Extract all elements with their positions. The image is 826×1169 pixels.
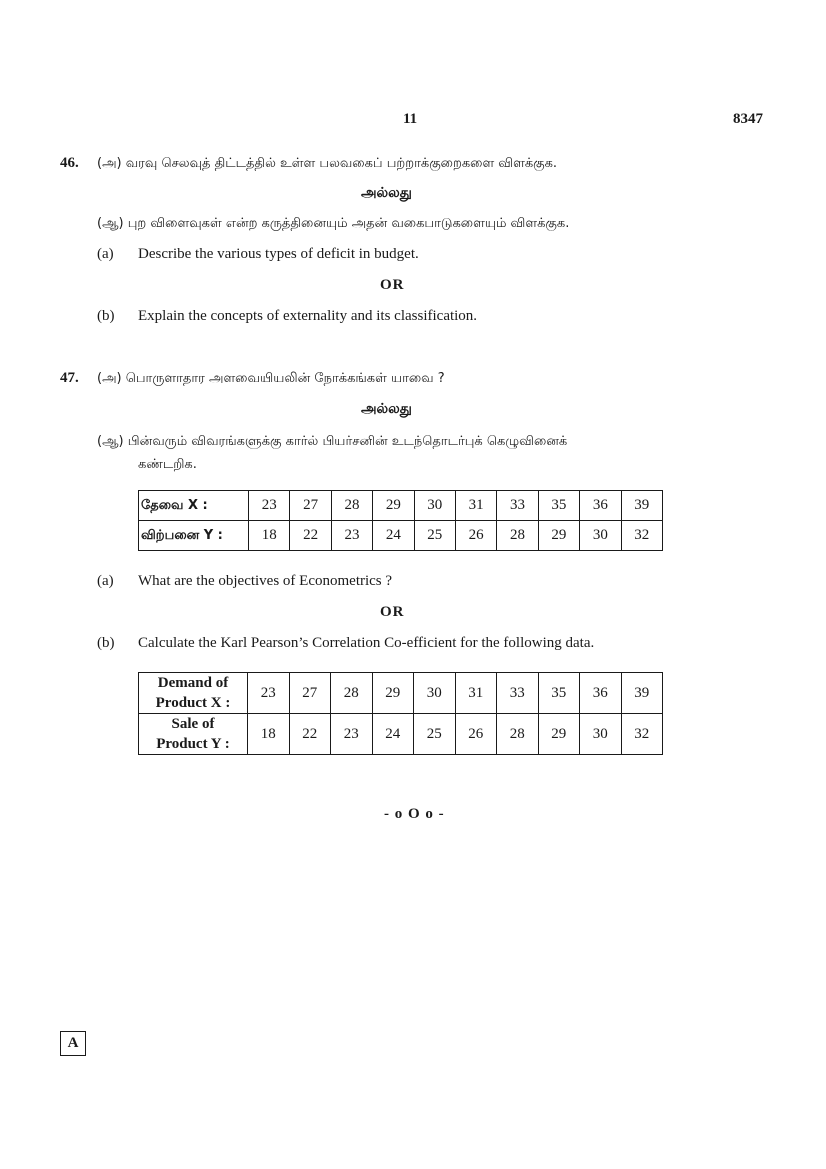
header-line: Product X : [155,695,231,711]
header-line: Sale of [171,716,215,732]
row-header-sales: விற்பனை Y : [139,521,249,551]
table-cell: 18 [248,714,290,755]
q47-english-a-label: (a) [97,573,114,589]
table-row [139,491,663,521]
q46-english-or: OR [380,277,405,293]
paper-code: 8347 [733,111,763,127]
option-label: (ஆ) [97,434,124,449]
q46-english-option-a: Describe the various types of deficit in budget. [138,246,419,262]
table-cell: 26 [455,714,497,755]
q47-english-or: OR [380,604,405,620]
page-number: 11 [403,111,418,127]
row-header-demand [139,673,248,714]
table-cell: 30 [580,521,621,551]
table-cell: 39 [621,673,663,714]
table-row [139,673,663,714]
table-cell: 28 [497,521,538,551]
option-text: பின்வரும் விவரங்களுக்கு கார்ல் பியர்சனின் உடந்தொடர்புக் கெழுவினைக் [127,434,568,449]
table-cell: 36 [580,673,622,714]
table-cell: 36 [580,491,621,521]
table-cell: 28 [497,714,539,755]
q47-tamil-or: அல்லது [361,401,412,417]
tamil-data-table [138,490,663,551]
q47-tamil-option-a [97,371,445,387]
table-cell: 22 [289,714,331,755]
table-cell: 27 [289,673,331,714]
table-cell: 30 [580,714,622,755]
option-text: பொருளாதார அளவையியலின் நோக்கங்கள் யாவை ? [125,371,445,386]
table-cell: 23 [331,521,372,551]
table-cell: 33 [497,673,539,714]
table-cell: 30 [414,491,455,521]
table-row [139,714,663,755]
table-cell: 31 [455,673,497,714]
option-label: (அ) [97,371,122,386]
end-of-paper-mark: - o O o - [384,806,445,822]
q47-english-b-label: (b) [97,635,115,651]
table-cell: 25 [414,714,456,755]
table-cell: 29 [372,673,414,714]
header-line: Demand of [157,675,229,691]
q47-english-option-b: Calculate the Karl Pearson’s Correlation Co-efficient for the following data. [138,635,595,651]
table-cell: 31 [455,491,496,521]
option-label: (ஆ) [97,216,124,231]
table-cell: 24 [373,521,414,551]
table-cell: 25 [414,521,455,551]
table-cell: 30 [414,673,456,714]
question-number-46: 46. [60,155,79,171]
table-row [139,521,663,551]
option-label: (அ) [97,156,122,171]
row-header-demand: தேவை X : [139,491,249,521]
table-cell: 29 [373,491,414,521]
option-text: புற விளைவுகள் என்ற கருத்தினையும் அதன் வகைபாடுகளையும் விளக்குக. [127,216,570,231]
table-cell: 29 [538,714,580,755]
table-cell: 35 [538,673,580,714]
version-box: A [60,1031,86,1056]
table-cell: 28 [331,673,373,714]
table-cell: 23 [249,491,290,521]
table-cell: 39 [621,491,662,521]
q46-tamil-option-a [97,156,557,172]
table-cell: 23 [248,673,290,714]
table-cell: 23 [331,714,373,755]
table-cell: 35 [538,491,579,521]
q46-english-a-label: (a) [97,246,114,262]
table-cell: 29 [538,521,579,551]
table-cell: 18 [249,521,290,551]
table-cell: 32 [621,521,662,551]
q47-english-option-a: What are the objectives of Econometrics ? [138,573,393,589]
q47-tamil-option-b [97,434,567,450]
table-cell: 32 [621,714,663,755]
q46-english-b-label: (b) [97,308,115,324]
table-cell: 28 [331,491,372,521]
table-cell: 33 [497,491,538,521]
table-cell: 22 [290,521,331,551]
option-text: வரவு செலவுத் திட்டத்தில் உள்ள பலவகைப் பற்றாக்குறைகளை விளக்குக. [125,156,558,171]
table-cell: 27 [290,491,331,521]
q46-tamil-or: அல்லது [361,185,412,201]
table-cell: 24 [372,714,414,755]
question-number-47: 47. [60,370,79,386]
q46-english-option-b: Explain the concepts of externality and its classification. [138,308,478,324]
q46-tamil-option-b [97,216,569,232]
q47-tamil-option-b-continued: கண்டறிக. [138,457,197,472]
table-cell: 26 [455,521,496,551]
english-data-table [138,672,663,755]
row-header-sales [139,714,248,755]
header-line: Product Y : [156,736,230,752]
